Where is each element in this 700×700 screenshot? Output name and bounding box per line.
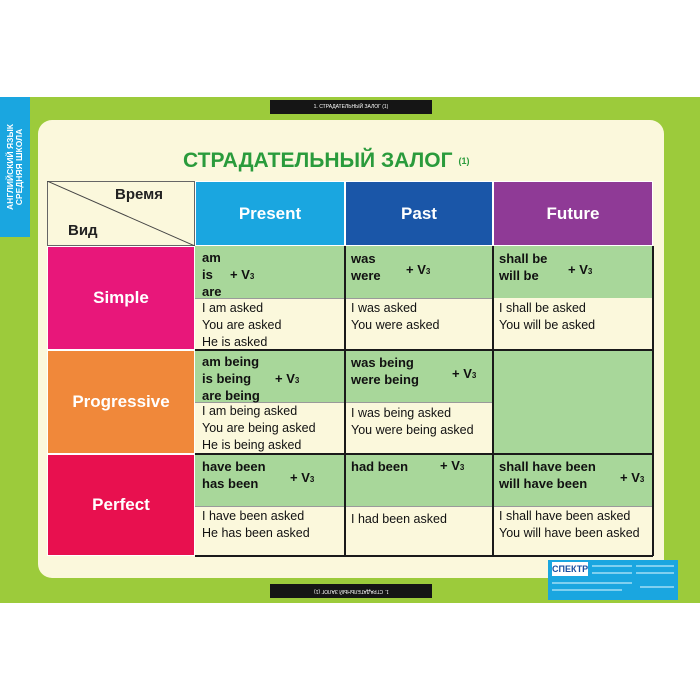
row-simple: Simple bbox=[47, 246, 195, 350]
perfect-present-examples: I have been asked He has been asked bbox=[202, 509, 310, 540]
publisher-line-7 bbox=[640, 586, 674, 588]
grid-hline-3 bbox=[195, 555, 653, 557]
publisher-line-1 bbox=[592, 565, 632, 567]
top-tab: 1. СТРАДАТЕЛЬНЫЙ ЗАЛОГ (1) bbox=[270, 100, 432, 114]
simple-future-examples: I shall be asked You will be asked bbox=[499, 301, 596, 332]
grid-vline-3 bbox=[652, 246, 654, 556]
progressive-past-examples: I was being asked You were being asked bbox=[351, 406, 474, 437]
column-present: Present bbox=[195, 181, 345, 246]
progressive-past-plus-v3: + V3 bbox=[452, 366, 477, 381]
sidebar-line-2: СРЕДНЯЯ ШКОЛА bbox=[14, 128, 24, 206]
subject-sidebar bbox=[0, 97, 30, 237]
publisher-line-4 bbox=[636, 572, 674, 574]
simple-present-forms: am is are bbox=[202, 250, 222, 299]
corner-time-label: Время bbox=[115, 186, 163, 203]
publisher-logo: СПЕКТР bbox=[552, 564, 589, 574]
progressive-present-plus-v3: + V3 bbox=[275, 371, 300, 386]
page-title bbox=[183, 148, 470, 174]
simple-present-plus-v3: + V3 bbox=[230, 267, 255, 282]
progressive-past-forms: was being were being bbox=[351, 355, 419, 387]
row-progressive: Progressive bbox=[47, 350, 195, 454]
corner-kind-label: Вид bbox=[68, 222, 98, 239]
simple-future-plus-v3: + V3 bbox=[568, 262, 593, 277]
perfect-present-plus-v3: + V3 bbox=[290, 470, 315, 485]
publisher-line-3 bbox=[592, 572, 632, 574]
perfect-past-forms: had been bbox=[351, 459, 409, 474]
perfect-past-plus-v3: + V3 bbox=[440, 458, 465, 473]
grid-vline-1 bbox=[344, 246, 346, 556]
perfect-future-examples: I shall have been asked You will have been asked bbox=[499, 509, 640, 540]
grid-vline-2 bbox=[492, 246, 494, 556]
publisher-line-2 bbox=[636, 565, 674, 567]
title-main: СТРАДАТЕЛЬНЫЙ ЗАЛОГ bbox=[183, 149, 453, 172]
publisher-line-6 bbox=[552, 589, 622, 591]
simple-past-forms: was were bbox=[351, 251, 381, 283]
simple-past-plus-v3: + V3 bbox=[406, 262, 431, 277]
progressive-present-examples: I am being asked You are being asked He is being asked bbox=[202, 404, 316, 452]
progressive-forms-band bbox=[195, 350, 653, 402]
bottom-tab-label: 1. СТРАДАТЕЛЬНЫЙ ЗАЛОГ (1) bbox=[313, 588, 389, 594]
bottom-tab bbox=[270, 584, 432, 598]
column-future: Future bbox=[493, 181, 653, 246]
column-past: Past bbox=[345, 181, 493, 246]
sidebar-line-1: АНГЛИЙСКИЙ ЯЗЫК bbox=[5, 124, 15, 210]
simple-present-examples: I am asked You are asked He is asked bbox=[202, 301, 282, 349]
perfect-past-examples: I had been asked bbox=[351, 512, 447, 526]
progressive-present-forms: am being is being are being bbox=[202, 354, 260, 403]
perfect-future-plus-v3: + V3 bbox=[620, 470, 645, 485]
publisher-line-5 bbox=[552, 582, 632, 584]
progressive-future-empty bbox=[493, 402, 653, 454]
title-sub: (1) bbox=[458, 156, 470, 167]
perfect-future-forms: shall have been will have been bbox=[499, 459, 596, 491]
perfect-present-forms: have been has been bbox=[202, 459, 266, 491]
perfect-separator bbox=[195, 506, 653, 507]
simple-past-examples: I was asked You were asked bbox=[351, 301, 440, 332]
simple-future-forms: shall be will be bbox=[499, 251, 548, 283]
row-perfect: Perfect bbox=[47, 454, 195, 556]
